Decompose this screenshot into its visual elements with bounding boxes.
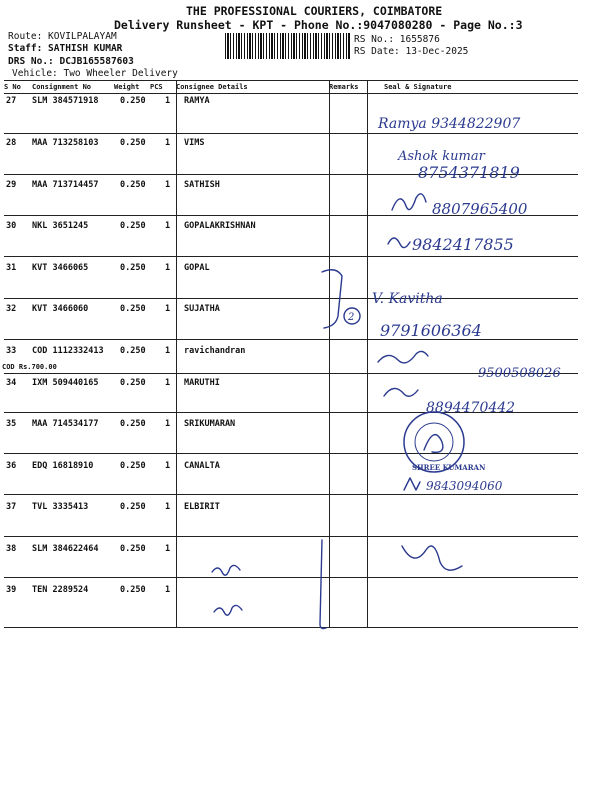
circle-mark-number: 2 <box>348 312 355 323</box>
row-sno: 35 <box>6 419 17 429</box>
signature-scribble-row-38 <box>402 546 462 570</box>
row-sno: 38 <box>6 544 17 554</box>
phone-row-34: 8894470442 <box>426 400 516 416</box>
row-pcs: 1 <box>165 585 171 595</box>
row-consignment: SLM 384571918 <box>32 96 99 106</box>
row-consignment: NKL 3651245 <box>32 221 89 231</box>
col-header-signature: Seal & Signature <box>384 83 452 91</box>
row-sno: 27 <box>6 96 17 106</box>
row-sno: 28 <box>6 138 17 148</box>
row-consignment: IXM 509440165 <box>32 378 99 388</box>
row-pcs: 1 <box>165 346 171 356</box>
row-pcs: 1 <box>165 544 171 554</box>
row-weight: 0.250 <box>120 263 146 273</box>
phone-row-28: 8754371819 <box>418 163 520 182</box>
vehicle-label: Vehicle: Two Wheeler Delivery <box>12 68 178 79</box>
row-pcs: 1 <box>165 96 171 106</box>
row-consignment: KVT 3466065 <box>32 263 89 273</box>
row-sno: 36 <box>6 461 17 471</box>
signature-scribble-row-34 <box>384 388 418 396</box>
signature-scribble-row-30 <box>388 238 410 248</box>
row-consignment: TEN 2289524 <box>32 585 89 595</box>
col-header-pcs: PCS <box>150 83 163 91</box>
rs-number: RS No.: 1655876 <box>354 34 440 45</box>
signature-scribble-row-33 <box>378 351 428 362</box>
row-pcs: 1 <box>165 304 171 314</box>
cod-amount: COD Rs.700.00 <box>2 363 57 371</box>
row-consignee: SRIKUMARAN <box>184 419 236 429</box>
row-pcs: 1 <box>165 221 171 231</box>
row-pcs: 1 <box>165 419 171 429</box>
company-title: THE PROFESSIONAL COURIERS, COIMBATORE <box>186 4 443 18</box>
ditto-mark-row-39 <box>214 605 242 615</box>
row-weight: 0.250 <box>120 180 146 190</box>
row-sno: 31 <box>6 263 17 273</box>
runsheet-subtitle: Delivery Runsheet - KPT - Phone No.:9047080280 - Page No.:3 <box>114 18 523 32</box>
row-consignment: EDQ 16818910 <box>32 461 94 471</box>
staff-label: Staff: SATHISH KUMAR <box>8 43 123 54</box>
row-weight: 0.250 <box>120 221 146 231</box>
signature-row-27: Ramya 9344822907 <box>378 116 521 132</box>
signature-row-31: V. Kavitha <box>372 291 443 307</box>
drs-label: DRS No.: DCJB165587603 <box>8 56 134 67</box>
row-consignment: TVL 3335413 <box>32 502 89 512</box>
row-sno: 39 <box>6 585 17 595</box>
phone-row-29: 8807965400 <box>432 200 528 218</box>
row-weight: 0.250 <box>120 461 146 471</box>
row-sno: 33 <box>6 346 17 356</box>
row-consignment: COD 1112332413 <box>32 346 104 356</box>
remarks-stroke <box>320 540 326 629</box>
row-weight: 0.250 <box>120 96 146 106</box>
row-weight: 0.250 <box>120 378 146 388</box>
signature-row-28: Ashok kumar <box>398 149 485 164</box>
row-pcs: 1 <box>165 461 171 471</box>
col-header-sno: S No <box>4 83 21 91</box>
signature-scribble-row-29 <box>392 194 426 210</box>
row-consignee: RAMYA <box>184 96 210 106</box>
row-consignment: MAA 713258103 <box>32 138 99 148</box>
phone-row-36: 9843094060 <box>426 479 503 493</box>
route-label: Route: KOVILPALAYAM <box>8 31 117 42</box>
row-weight: 0.250 <box>120 544 146 554</box>
bracket-mark <box>322 270 342 328</box>
row-consignment: MAA 713714457 <box>32 180 99 190</box>
row-consignment: MAA 714534177 <box>32 419 99 429</box>
row-weight: 0.250 <box>120 304 146 314</box>
row-consignee: ELBIRIT <box>184 502 220 512</box>
seal-signature-row-35 <box>424 435 443 453</box>
col-header-weight: Weight <box>114 83 140 91</box>
row-weight: 0.250 <box>120 419 146 429</box>
row-weight: 0.250 <box>120 138 146 148</box>
col-header-remarks: Remarks <box>329 83 359 91</box>
phone-row-30: 9842417855 <box>412 235 514 254</box>
seal-stamp-inner <box>415 423 453 461</box>
ditto-mark-row-38 <box>212 565 240 575</box>
row-consignee: SATHISH <box>184 180 220 190</box>
row-consignment: KVT 3466060 <box>32 304 89 314</box>
row-consignee: SUJATHA <box>184 304 220 314</box>
signature-scribble-row-36 <box>404 478 420 490</box>
row-weight: 0.250 <box>120 585 146 595</box>
row-sno: 32 <box>6 304 17 314</box>
row-weight: 0.250 <box>120 346 146 356</box>
row-pcs: 1 <box>165 180 171 190</box>
row-consignee: GOPAL <box>184 263 210 273</box>
row-consignee: CANALTA <box>184 461 220 471</box>
phone-row-32: 9791606364 <box>380 321 482 340</box>
col-header-consignee: Consignee Details <box>176 83 248 91</box>
row-consignee: GOPALAKRISHNAN <box>184 221 256 231</box>
row-sno: 34 <box>6 378 17 388</box>
row-consignee: MARUTHI <box>184 378 220 388</box>
row-sno: 29 <box>6 180 17 190</box>
row-consignment: SLM 384622464 <box>32 544 99 554</box>
row-pcs: 1 <box>165 502 171 512</box>
col-header-consignment: Consignment No <box>32 83 92 91</box>
row-pcs: 1 <box>165 378 171 388</box>
phone-row-33: 9500508026 <box>478 366 561 381</box>
row-pcs: 1 <box>165 138 171 148</box>
rs-date: RS Date: 13-Dec-2025 <box>354 46 469 57</box>
row-sno: 37 <box>6 502 17 512</box>
row-consignee: VIMS <box>184 138 205 148</box>
row-consignee: ravichandran <box>184 346 246 356</box>
row-sno: 30 <box>6 221 17 231</box>
row-weight: 0.250 <box>120 502 146 512</box>
row-pcs: 1 <box>165 263 171 273</box>
seal-stamp-text: SHREE KUMARAN <box>412 463 486 472</box>
